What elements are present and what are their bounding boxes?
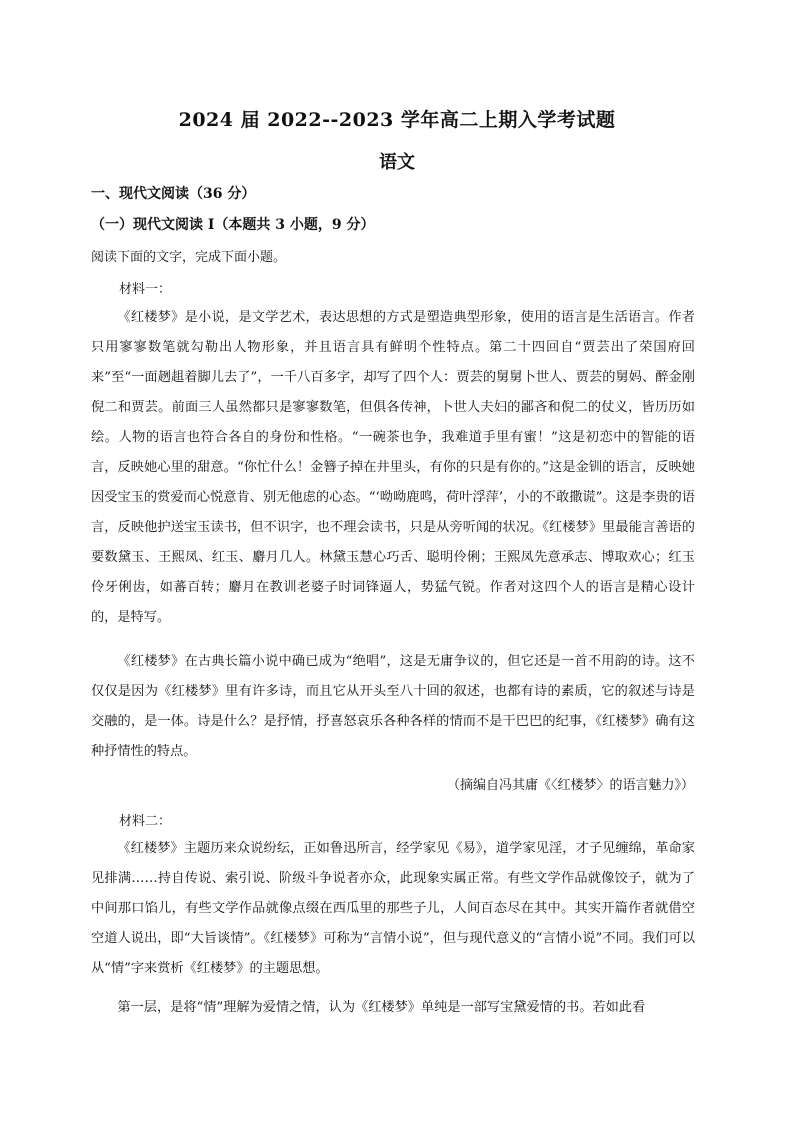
material-one-source: （摘编自冯其庸《〈红楼梦〉的语言魅力》）	[446, 778, 694, 793]
reading-instruction: 阅读下面的文字，完成下面小题。	[91, 250, 287, 265]
material-two-paragraph: 第一层，是将“情”理解为爱情之情，认为《红楼梦》单纯是一部写宝黛爱情的书。若如此看	[117, 1000, 646, 1015]
section-heading: 一、现代文阅读（36 分）	[91, 186, 256, 202]
material-one-paragraph: 《红楼梦》是小说，是文学艺术，表达思想的方式是塑造典型形象，使用的语言是生活语言。作者只用寥寥数笔就勾勒出人物形象，并且语言具有鲜明个性特点。第二十四回自“贾芸出了荣国府回来”至“一面趔趄着脚儿去了”，一千八百多字，却写了四个人：贾芸的舅舅卜世人、贾芸的舅妈、醉金刚倪二和贾芸。前面三人虽然都只是寥寥数笔，但俱各传神，卜世人夫妇的鄙吝和倪二的仗义，皆历历如绘。人物的语言也符合各自的身份和性格。“一碗茶也争，我难道手里有蜜！”这是初恋中的智能的语言，反映她心里的甜意。“你忙什么！金簪子掉在井里头，有你的只是有你的。”这是金钏的语言，反映她因受宝玉的赏爱而心悦意肯、别无他虑的心态。“‘呦呦鹿鸣，荷叶浮萍’，小的不敢撒谎”。这是李贵的语言，反映他护送宝玉读书，但不识字，也不理会读书，只是从旁听闻的状况。《红楼梦》里最能言善语的要数黛玉、王熙凤、红玉、麝月几人。林黛玉慧心巧舌、聪明伶俐；王熙凤先意承志、博取欢心；红玉伶牙俐齿，如蕃百转；麝月在教训老婆子时词锋逼人，势猛气锐。作者对这四个人的语言是精心设计的，是特写。	[91, 310, 695, 625]
material-two-label: 材料二：	[119, 814, 172, 829]
material-two-paragraph: 《红楼梦》主题历来众说纷纭，正如鲁迅所言，经学家见《易》，道学家见淫，才子见缠绵，革命家见排满……持自传说、索引说、阶级斗争说者亦众，此现象实属正常。有些文学作品就像饺子，就为了中间那口馅儿，有些文学作品就像点缀在西瓜里的那些子儿，人间百态尽在其中。其实开篇作者就借空空道人说出，即“大旨谈情”。《红楼梦》可称为“言情小说”，但与现代意义的“言情小说”不同。我们可以从“情”字来赏析《红楼梦》的主题思想。	[91, 841, 695, 976]
subject-heading: 语文	[379, 152, 415, 173]
material-one-paragraph: 《红楼梦》在古典长篇小说中确已成为“绝唱”，这是无庸争议的，但它还是一首不用韵的诗。这不仅仅是因为《红楼梦》里有许多诗，而且它从开头至八十回的叙述，也都有诗的素质，它的叙述与诗是交融的，是一体。诗是什么？是抒情，抒喜怒哀乐各种各样的情而不是干巴巴的纪事，《红楼梦》确有这种抒情性的特点。	[91, 654, 695, 759]
material-one-label: 材料一：	[119, 282, 172, 297]
subsection-heading: （一）现代文阅读 I（本题共 3 小题，9 分）	[91, 217, 375, 233]
exam-title: 2024 届 2022--2023 学年高二上期入学考试题	[178, 109, 616, 131]
